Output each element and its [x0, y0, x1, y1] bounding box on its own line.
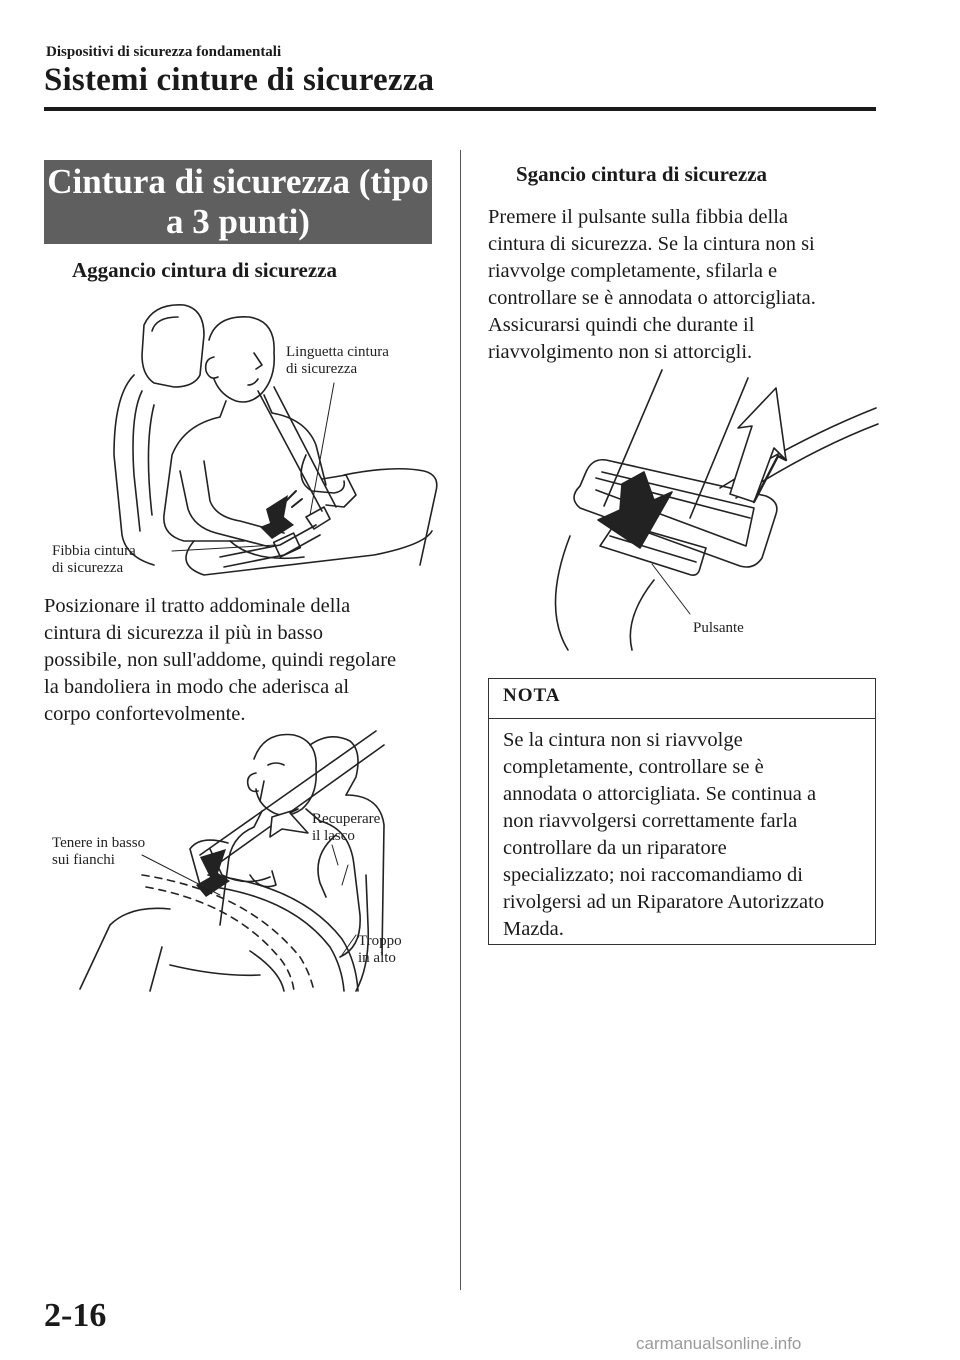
- label-button: Pulsante: [693, 620, 744, 636]
- figure-buckle-release: [540, 368, 880, 650]
- note-header: [489, 679, 875, 719]
- banner-line-2: a 3 punti): [166, 202, 310, 241]
- title-rule: [44, 107, 876, 111]
- note-heading: NOTA: [503, 685, 561, 706]
- paragraph-fasten: Posizionare il tratto addominale della cintura di sicurezza il più in basso possibile, non sull'addome, quindi regolare la bandoliera in modo che aderisca al corpo confortevolmente.: [44, 595, 397, 725]
- note-box: [488, 678, 876, 945]
- subheading-fasten: Aggancio cintura di sicurezza: [72, 258, 338, 282]
- label-tongue: Linguetta cintura di sicurezza: [286, 344, 389, 377]
- banner-line-1: Cintura di sicurezza (tipo: [47, 162, 429, 201]
- label-keep-low: Tenere in basso sui fianchi: [52, 835, 146, 868]
- page-title: Sistemi cinture di sicurezza: [44, 62, 435, 98]
- section-label: Dispositivi di sicurezza fondamentali: [46, 44, 282, 60]
- paragraph-release: Premere il pulsante sulla fibbia della cintura di sicurezza. Se la cintura non si riavvolge completamente, sfilarla e controllare se è annodata o attorcigliata. Assicurarsi quindi che durante il riavvolgimento non si attorcigli.: [488, 206, 816, 363]
- label-too-high: Troppo in alto: [358, 933, 402, 966]
- page-number: 2-16: [44, 1297, 107, 1334]
- watermark: carmanualsonline.info: [636, 1334, 802, 1353]
- label-take-up-slack: Recuperare il lasco: [312, 811, 381, 844]
- column-divider: [460, 150, 461, 1290]
- figure-fasten-belt: [44, 295, 444, 585]
- label-buckle: Fibbia cintura di sicurezza: [52, 543, 136, 576]
- section-banner: [44, 160, 432, 244]
- subheading-release: Sgancio cintura di sicurezza: [516, 162, 768, 186]
- note-body: Se la cintura non si riavvolge completamente, controllare se è annodata o attorcigliata. Se continua a non riavvolgersi correttamente farla controllare da un riparatore specializzato; noi raccomandiamo di rivolgersi ad un Riparatore Autorizzato Mazda.: [503, 729, 825, 940]
